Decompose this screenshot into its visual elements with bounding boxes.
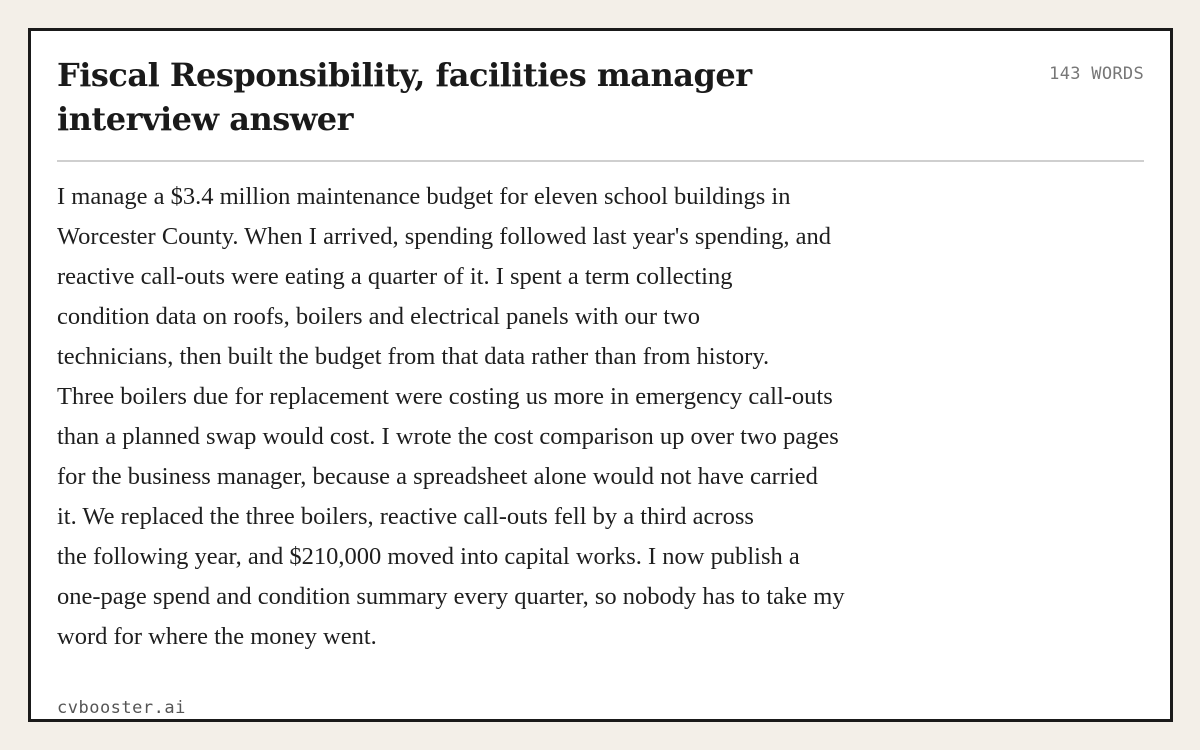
answer-line: condition data on roofs, boilers and electrical panels with our two [57, 303, 700, 330]
answer-line: one-page spend and condition summary every quarter, so nobody has to take my [57, 583, 845, 610]
answer-line: I manage a $3.4 million maintenance budget for eleven school buildings in [57, 183, 791, 210]
answer-line: word for where the money went. [57, 623, 377, 650]
answer-line: reactive call-outs were eating a quarter of it. I spent a term collecting [57, 263, 733, 290]
answer-line: Three boilers due for replacement were costing us more in emergency call-outs [57, 383, 833, 410]
answer-line: technicians, then built the budget from that data rather than from history. [57, 343, 770, 370]
answer-body [57, 177, 1017, 657]
page-title: Fiscal Responsibility, facilities manager interview answer [57, 56, 752, 138]
answer-line: for the business manager, because a spreadsheet alone would not have carried [57, 463, 818, 490]
divider [57, 160, 1144, 162]
brand-footer[interactable]: cvbooster.ai [57, 698, 186, 718]
answer-line: Worcester County. When I arrived, spending followed last year's spending, and [57, 223, 831, 250]
answer-card [28, 28, 1173, 722]
answer-line: than a planned swap would cost. I wrote the cost comparison up over two pages [57, 423, 839, 450]
word-count-badge: 143 WORDS [1049, 64, 1144, 84]
answer-line: it. We replaced the three boilers, reactive call-outs fell by a third across [57, 503, 754, 530]
answer-line: the following year, and $210,000 moved into capital works. I now publish a [57, 543, 800, 570]
